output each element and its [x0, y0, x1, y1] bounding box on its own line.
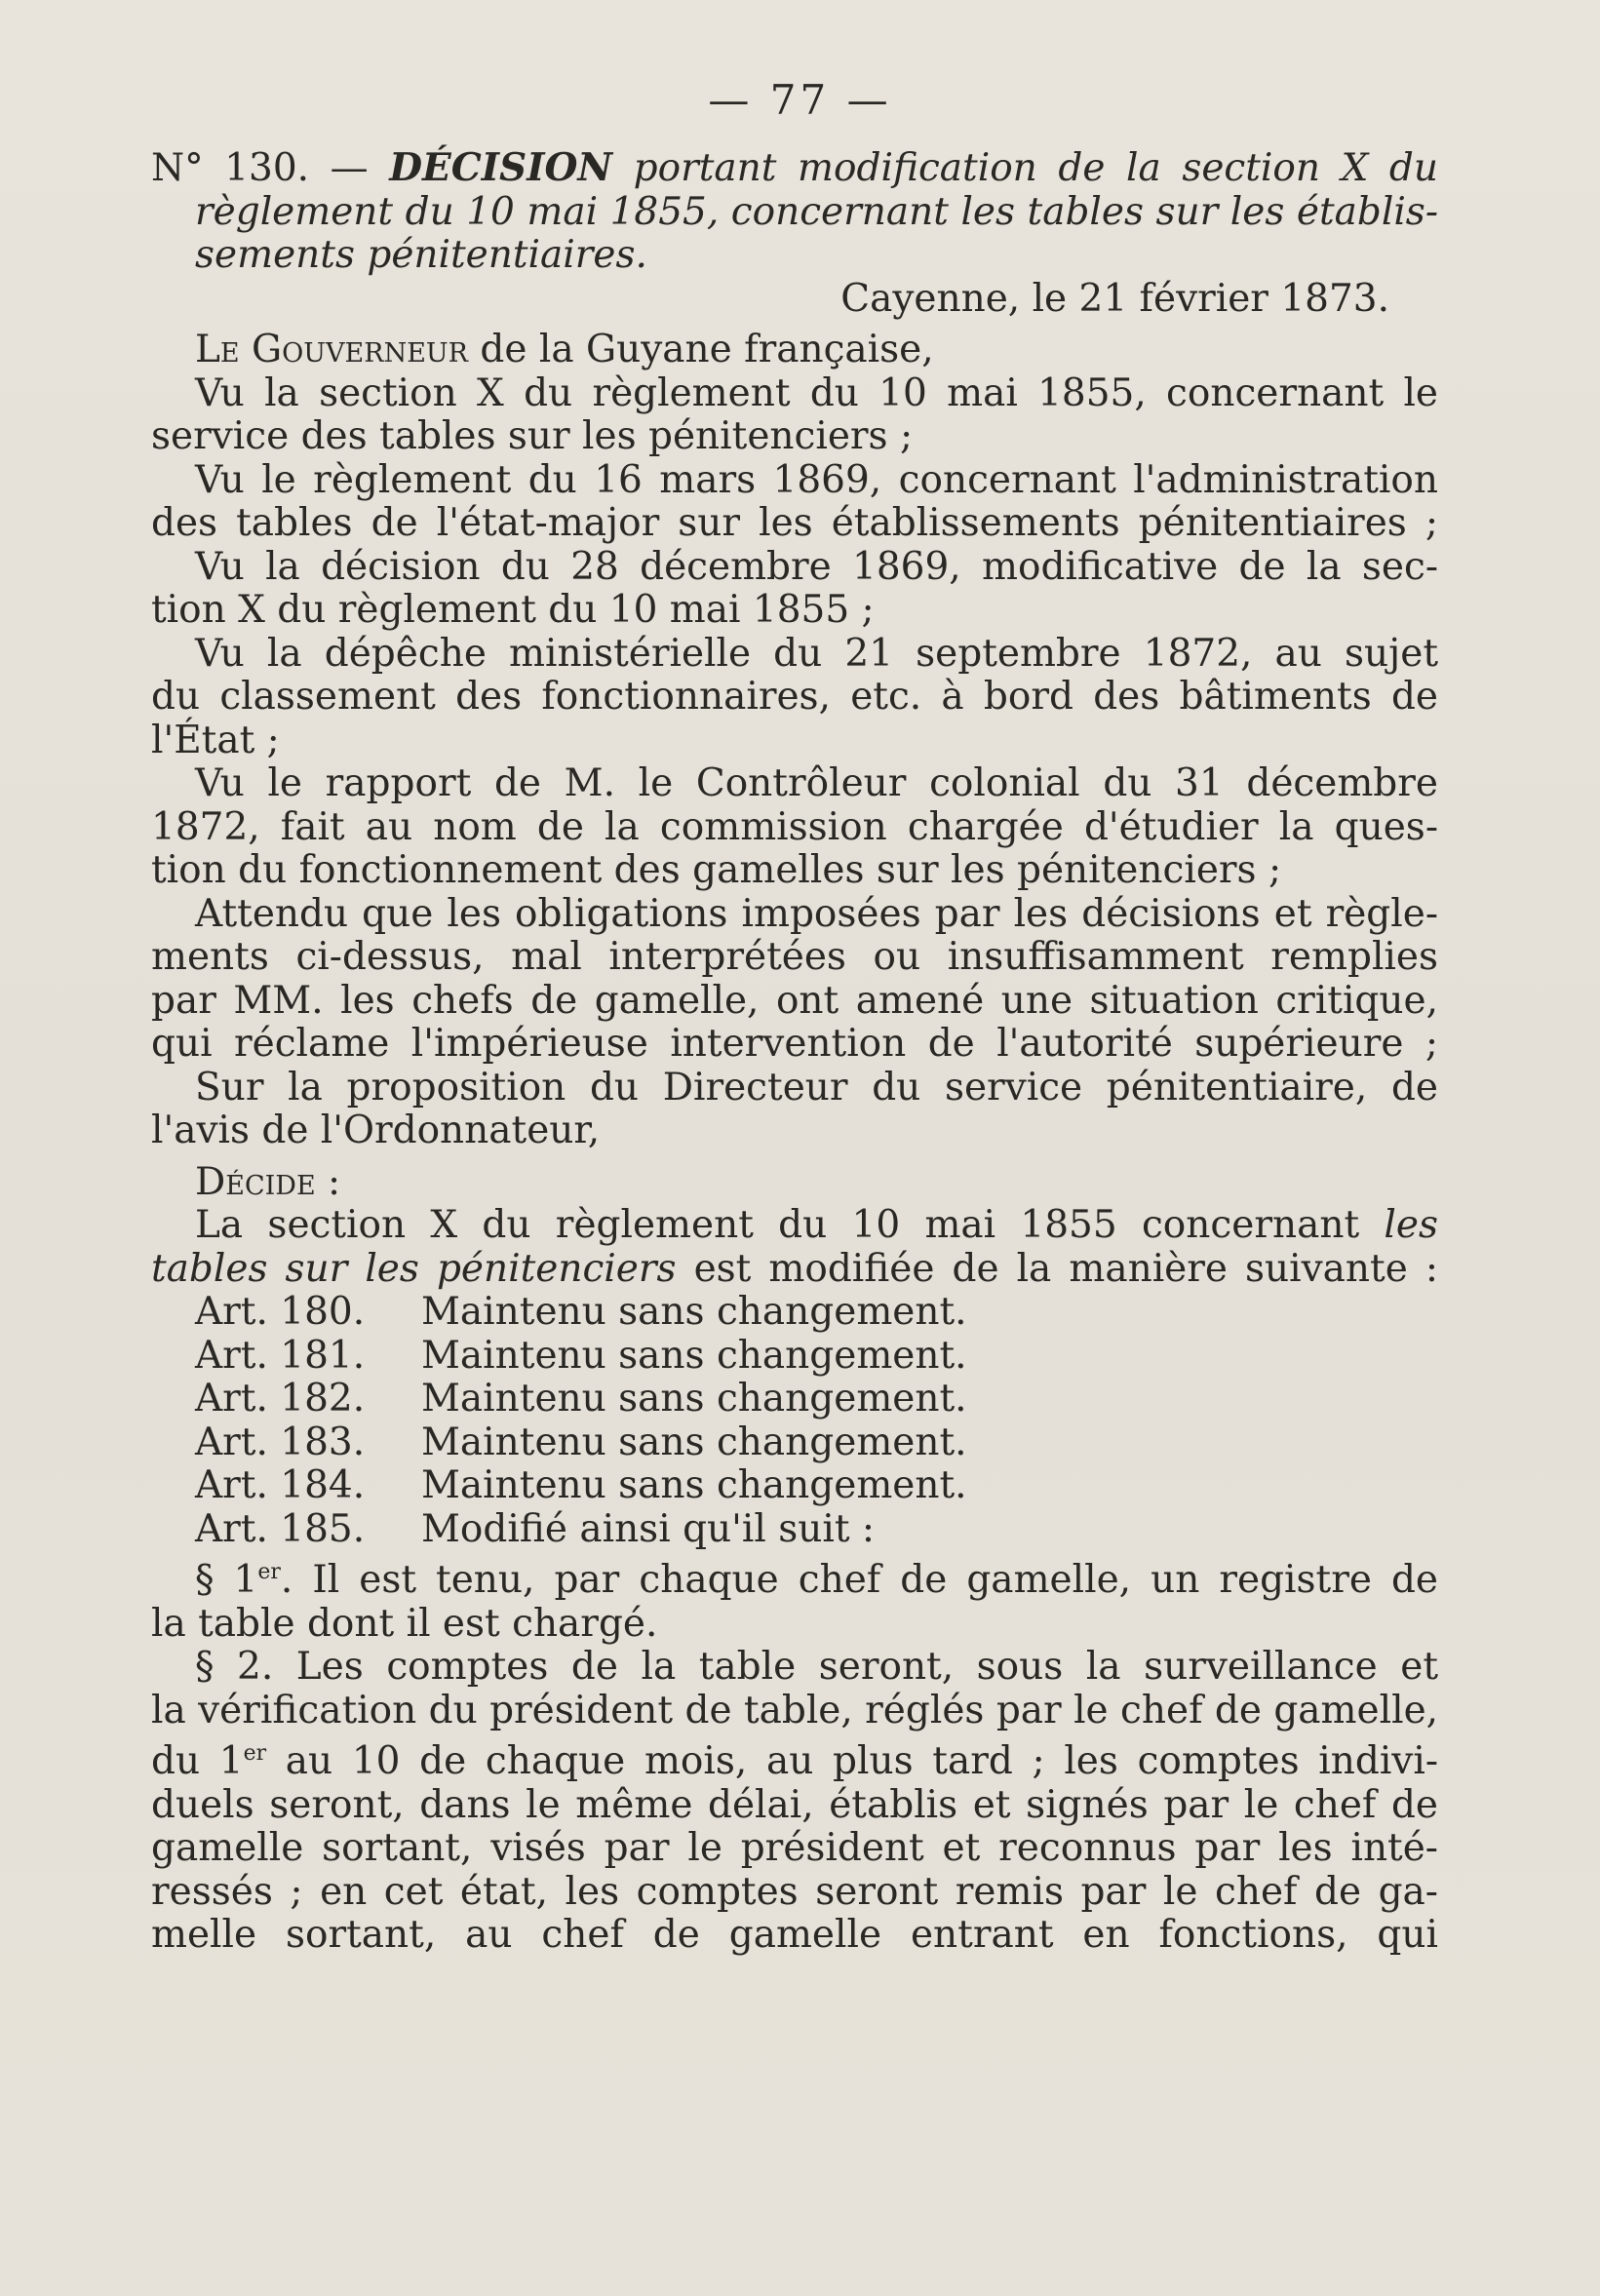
article-label: Art. 181. — [195, 1333, 366, 1378]
article-text: Maintenu sans changement. — [421, 1290, 967, 1334]
decision-intro-text: La section X du règlement du 10 mai 1855 concernant — [195, 1203, 1360, 1247]
decide-label: Décide : — [195, 1159, 341, 1204]
article-item — [151, 1335, 1438, 1379]
section-sign: § 2. — [195, 1645, 274, 1689]
article-label: Art. 182. — [195, 1377, 366, 1420]
section-sup: er — [257, 1560, 281, 1584]
article-label: Art. 183. — [195, 1420, 366, 1464]
decision-intro-line-1 — [151, 1204, 1438, 1248]
article-item — [151, 1378, 1438, 1421]
consideration-line: l'État ; — [151, 718, 280, 762]
decision-intro-italic-2: tables sur les pénitenciers — [151, 1246, 677, 1291]
section-sup: er — [243, 1741, 267, 1766]
heading-title-rest: portant modification de la section X du — [633, 146, 1438, 190]
consideration-line: tion X du règlement du 10 mai 1855 ; — [151, 588, 875, 632]
article-label: Art. 184. — [195, 1463, 366, 1507]
page-number: — 77 — — [708, 76, 892, 124]
heading-number: N° 130. — — [151, 146, 369, 190]
article-item — [151, 1421, 1438, 1465]
article-label: Art. 185. — [195, 1506, 366, 1551]
section-2-line-5: gamelle sortant, visés par le président et reconnus par les inté- — [151, 1826, 1438, 1870]
consideration-line: Vu la décision du 28 décembre 1869, modificative de la sec- — [195, 544, 1438, 589]
article-item — [151, 1464, 1438, 1508]
governor-title: Le Gouverneur — [195, 328, 469, 371]
article-text: Maintenu sans changement. — [421, 1463, 967, 1507]
consideration-line: ments ci-dessus, mal interprétées ou insuffisamment remplies — [151, 935, 1438, 979]
section-1-line-2: la table dont il est chargé. — [151, 1601, 658, 1646]
consideration-line: Attendu que les obligations imposées par les décisions et règle- — [195, 891, 1438, 936]
section-2-line-2: la vérification du président de table, réglés par le chef de gamelle, — [151, 1688, 1439, 1732]
consideration-line: Sur la proposition du Directeur du service pénitentiaire, de — [195, 1065, 1438, 1109]
section-text: . Il est tenu, par chaque chef de gamelle, un registre de — [280, 1558, 1438, 1602]
heading-title-keyword: DÉCISION — [389, 145, 613, 190]
consideration-line: par MM. les chefs de gamelle, ont amené une situation critique, — [151, 978, 1438, 1023]
consideration-line: Vu la dépêche ministérielle du 21 septembre 1872, au sujet — [195, 631, 1438, 676]
article-item — [151, 1291, 1438, 1335]
section-2-line-3 — [151, 1732, 1438, 1784]
article-label: Art. 180. — [195, 1290, 366, 1334]
article-item — [151, 1508, 1438, 1552]
article-text: Maintenu sans changement. — [421, 1333, 967, 1378]
consideration-line: qui réclame l'impérieuse intervention de l'autorité supérieure ; — [151, 1022, 1438, 1066]
consideration-line: service des tables sur les pénitenciers ; — [151, 414, 914, 458]
governor-rest: de la Guyane française, — [480, 328, 934, 371]
section-2-line-7: melle sortant, au chef de gamelle entrant en fonctions, qui — [151, 1913, 1438, 1957]
section-text: du 1 — [151, 1739, 244, 1783]
article-text: Modifié ainsi qu'il suit : — [421, 1506, 876, 1551]
document-body — [151, 146, 1438, 1958]
heading-line-2: règlement du 10 mai 1855, concernant les tables sur les établis- — [195, 189, 1438, 234]
consideration-line: Vu le règlement du 16 mars 1869, concernant l'administration — [195, 457, 1438, 502]
preamble — [151, 329, 1438, 372]
consideration-line: Vu le rapport de M. le Contrôleur colonial du 31 décembre — [195, 761, 1438, 805]
article-text: Maintenu sans changement. — [421, 1377, 967, 1420]
heading-line-1 — [151, 146, 1438, 191]
dateline: Cayenne, le 21 février 1873. — [840, 276, 1389, 321]
articles-list — [151, 1291, 1438, 1551]
consideration-line: Vu la section X du règlement du 10 mai 1855, concernant le — [195, 370, 1438, 415]
section-2-line-6: ressés ; en cet état, les comptes seront remis par le chef de ga- — [151, 1869, 1438, 1914]
heading-line-3: sements pénitentiaires. — [195, 233, 647, 277]
decision-intro-line-2 — [151, 1248, 1438, 1292]
section-text: Les comptes de la table seront, sous la surveillance et — [273, 1645, 1438, 1689]
section-text: au 10 de chaque mois, au plus tard ; les comptes indivi- — [266, 1739, 1438, 1783]
decision-intro-rest: est modifiée de la manière suivante : — [693, 1246, 1438, 1291]
consideration-line: 1872, fait au nom de la commission chargée d'étudier la ques- — [151, 804, 1438, 849]
section-2-line-1 — [151, 1646, 1438, 1690]
article-text: Maintenu sans changement. — [421, 1420, 967, 1464]
consideration-line: l'avis de l'Ordonnateur, — [151, 1109, 601, 1152]
consideration-line: tion du fonctionnement des gamelles sur les pénitenciers ; — [151, 848, 1282, 892]
decision-intro-italic: les — [1384, 1203, 1438, 1247]
section-1-line-1 — [151, 1551, 1438, 1603]
consideration-line: du classement des fonctionnaires, etc. à bord des bâtiments de — [151, 675, 1438, 719]
considerations — [151, 372, 1438, 1153]
section-2-line-4: duels seront, dans le même délai, établis et signés par le chef de — [151, 1782, 1438, 1827]
section-sign: § 1 — [195, 1558, 258, 1602]
consideration-line: des tables de l'état-major sur les établissements pénitentiaires ; — [151, 501, 1438, 545]
